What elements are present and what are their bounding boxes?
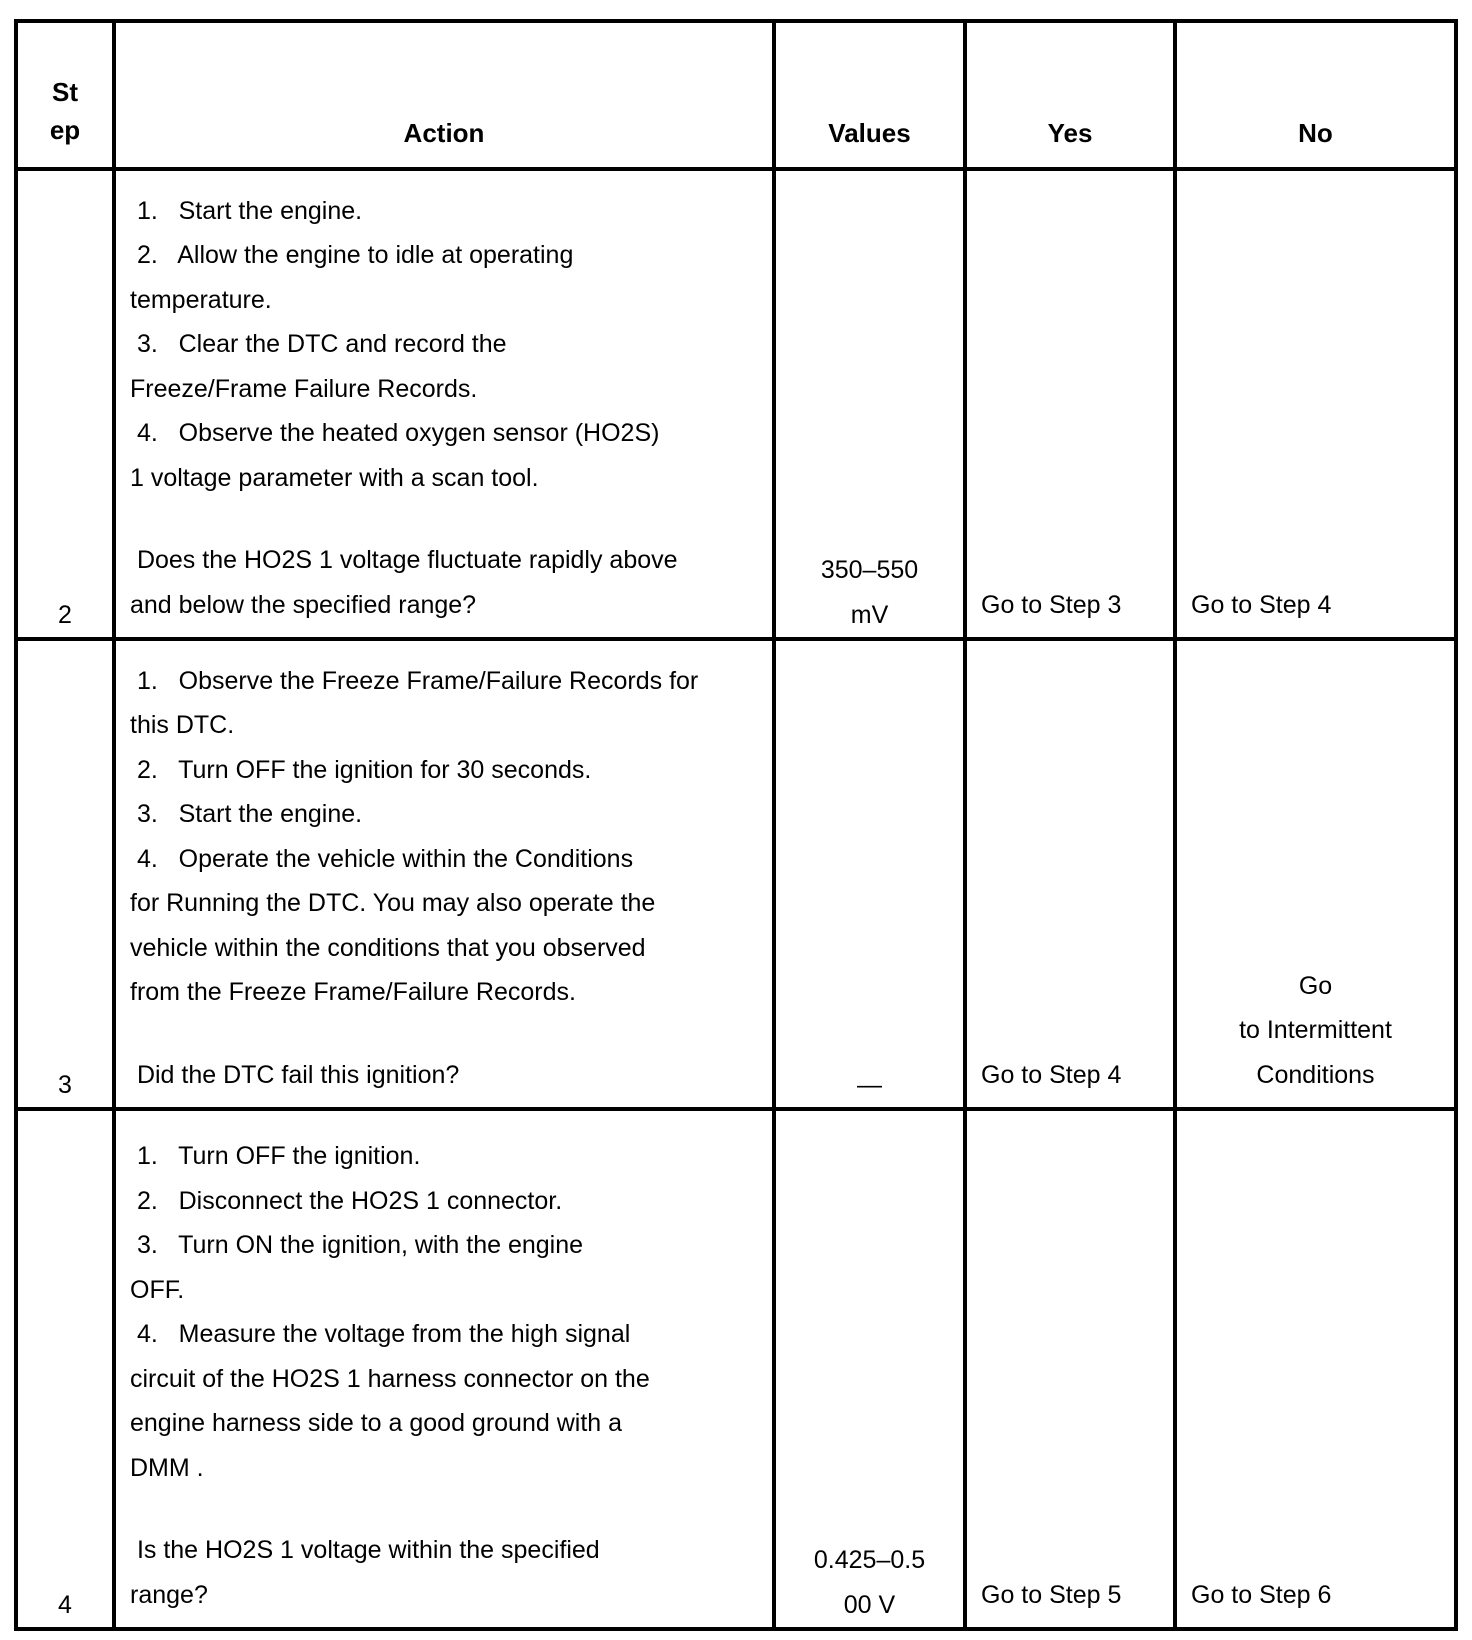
values-cell: [774, 639, 965, 1109]
header-step: [16, 21, 114, 169]
values-line: 350–550: [820, 556, 919, 584]
no-cell: [1175, 169, 1456, 639]
step-number: 4: [16, 1109, 114, 1629]
action-cell: [114, 639, 774, 1109]
yes-cell: Go to Step 3: [965, 169, 1175, 639]
header-values: Values: [774, 21, 965, 169]
action-cell: [114, 169, 774, 639]
action-line: 4. Observe the heated oxygen sensor (HO2S): [130, 419, 660, 447]
question-line: range?: [130, 1580, 208, 1609]
action-line: 4. Measure the voltage from the high signal: [130, 1320, 631, 1348]
table-row: [16, 639, 1456, 1109]
header-row: [16, 21, 1456, 169]
question-line: Does the HO2S 1 voltage fluctuate rapidly above: [130, 546, 678, 574]
no-line: Go to Step 4: [1191, 590, 1332, 619]
header-step-line: St: [52, 77, 78, 107]
header-no: No: [1175, 21, 1456, 169]
header-step-line: ep: [49, 115, 81, 145]
action-line: for Running the DTC. You may also operate the: [130, 889, 656, 917]
diagnostic-table: [14, 19, 1458, 1631]
action-line: 3. Start the engine.: [130, 800, 363, 828]
values-cell: [774, 169, 965, 639]
values-cell: [774, 1109, 965, 1629]
question-line: Did the DTC fail this ignition?: [130, 1060, 460, 1089]
step-number: 2: [16, 169, 114, 639]
header-yes: Yes: [965, 21, 1175, 169]
values-line: mV: [850, 600, 889, 629]
no-cell: [1175, 639, 1456, 1109]
action-line: 1. Turn OFF the ignition.: [130, 1142, 421, 1170]
no-cell: [1175, 1109, 1456, 1629]
values-line: —: [857, 1070, 882, 1099]
table-row: [16, 1109, 1456, 1629]
table-row: [16, 169, 1456, 639]
action-line: DMM .: [130, 1453, 204, 1482]
action-line: 2. Allow the engine to idle at operating: [130, 241, 574, 269]
action-line: 3. Clear the DTC and record the: [130, 330, 507, 358]
action-line: 1. Observe the Freeze Frame/Failure Records for: [130, 666, 699, 695]
step-number: 3: [16, 639, 114, 1109]
action-line: 2. Turn OFF the ignition for 30 seconds.: [130, 755, 592, 784]
action-line: from the Freeze Frame/Failure Records.: [130, 978, 576, 1006]
action-line: circuit of the HO2S 1 harness connector on the: [130, 1364, 650, 1393]
action-line: Freeze/Frame Failure Records.: [130, 374, 478, 403]
action-line: temperature.: [130, 285, 272, 314]
yes-cell: Go to Step 4: [965, 639, 1175, 1109]
no-line: Conditions: [1256, 1060, 1375, 1089]
action-line: OFF.: [130, 1275, 185, 1304]
question-line: and below the specified range?: [130, 590, 477, 619]
question-line: Is the HO2S 1 voltage within the specified: [130, 1536, 600, 1564]
action-line: 1 voltage parameter with a scan tool.: [130, 463, 539, 492]
action-line: engine harness side to a good ground with a: [130, 1409, 623, 1437]
action-line: 2. Disconnect the HO2S 1 connector.: [130, 1186, 563, 1215]
action-line: 1. Start the engine.: [130, 196, 363, 225]
values-line: 0.425–0.5: [813, 1546, 926, 1574]
no-line: Go: [1298, 971, 1333, 1000]
action-line: vehicle within the conditions that you observed: [130, 933, 646, 962]
yes-cell: Go to Step 5: [965, 1109, 1175, 1629]
action-line: 3. Turn ON the ignition, with the engine: [130, 1231, 584, 1259]
header-action: Action: [114, 21, 774, 169]
no-line: to Intermittent: [1239, 1016, 1392, 1044]
no-line: Go to Step 6: [1191, 1580, 1332, 1609]
action-line: 4. Operate the vehicle within the Conditions: [130, 844, 634, 873]
action-line: this DTC.: [130, 711, 235, 739]
values-line: 00 V: [843, 1590, 896, 1619]
action-cell: [114, 1109, 774, 1629]
